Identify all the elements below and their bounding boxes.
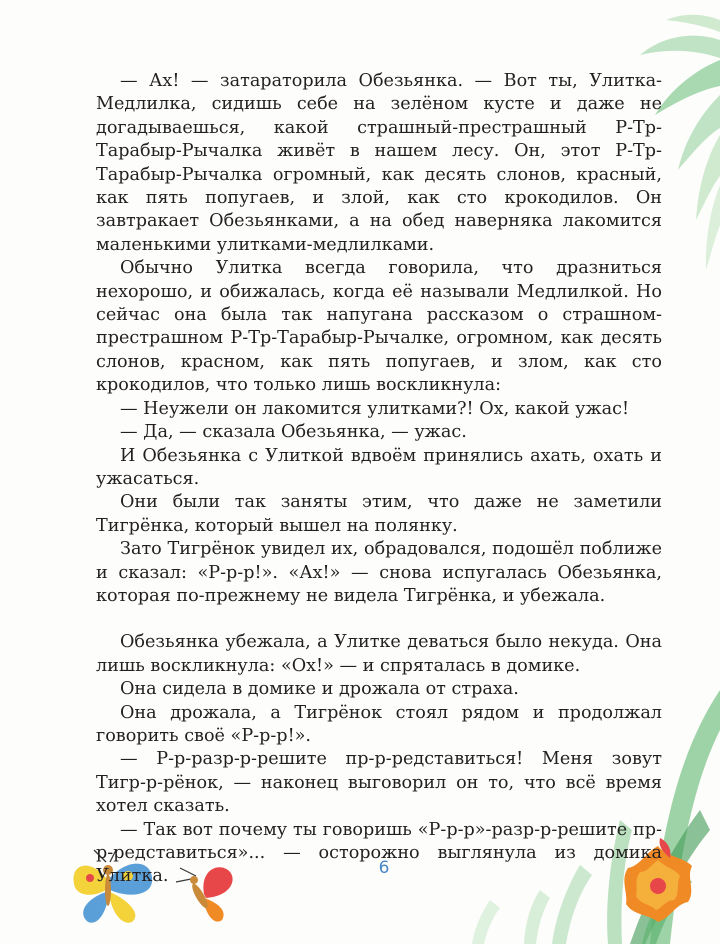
paragraph: Обычно Улитка всегда говорила, что дразниться нехорошо, и обижалась, когда её называли Медлилкой. Но сейчас она была так напугана рассказом о страшном-престрашном Р-Тр-Тарабыр-Рычалке, огромном, как десять слонов, красном, как пять попугаев, и злом, как сто крокодилов, что только лишь воскликнула:: [96, 258, 662, 396]
paragraph: — Неужели он лакомится улитками?! Ох, какой ужас!: [120, 398, 630, 419]
page-number: 6: [378, 858, 390, 878]
story-text: [96, 70, 662, 889]
paragraph: — Да, — сказала Обезьянка, — ужас.: [120, 422, 467, 443]
paragraph: Она сидела в домике и дрожала от страха.: [120, 679, 519, 700]
paragraph: Обезьянка убежала, а Улитке деваться было некуда. Она лишь воскликнула: «Ох!» — и спряталась в домике.: [96, 632, 662, 676]
paragraph: Они были так заняты этим, что даже не заметили Тигрёнка, который вышел на полянку.: [96, 492, 662, 536]
paragraph: Зато Тигрёнок увидел их, обрадовался, подошёл поближе и сказал: «Р-р-р!». «Ах!» — снова испугалась Обезьянка, которая по-прежнему не видела Тигрёнка, и убежала.: [96, 539, 662, 606]
paragraph: — Так вот почему ты говоришь «Р-р-р»-разр-р-решите пр-р-редставиться»... — осторожно выглянула из домика Улитка.: [96, 819, 662, 887]
paragraph: — Р-р-разр-р-решите пр-р-редставиться! Меня зовут Тигр-р-рёнок, — наконец выговорил он то, что всё время хотел сказать.: [96, 749, 662, 817]
paragraph: И Обезьянка с Улиткой вдвоём принялись ахать, охать и ужасаться.: [96, 445, 662, 489]
paragraph: — Ах! — затараторила Обезьянка. — Вот ты, Улитка-Медлилка, сидишь себе на зелёном кусте и даже не догадываешься, какой страшный-престрашный Р-Тр-Тарабыр-Рычалка живёт в нашем лесу. Он, этот Р-Тр-Тарабыр-Рычалка огромный, как десять слонов, красный, как пять попугаев, и злой, как сто крокодилов. Он завтракает Обезьянками, а на обед наверняка лакомится маленькими улитками-медлилками.: [96, 71, 662, 255]
paragraph: Она дрожала, а Тигрёнок стоял рядом и продолжал говорить своё «Р-р-р!».: [96, 702, 662, 746]
